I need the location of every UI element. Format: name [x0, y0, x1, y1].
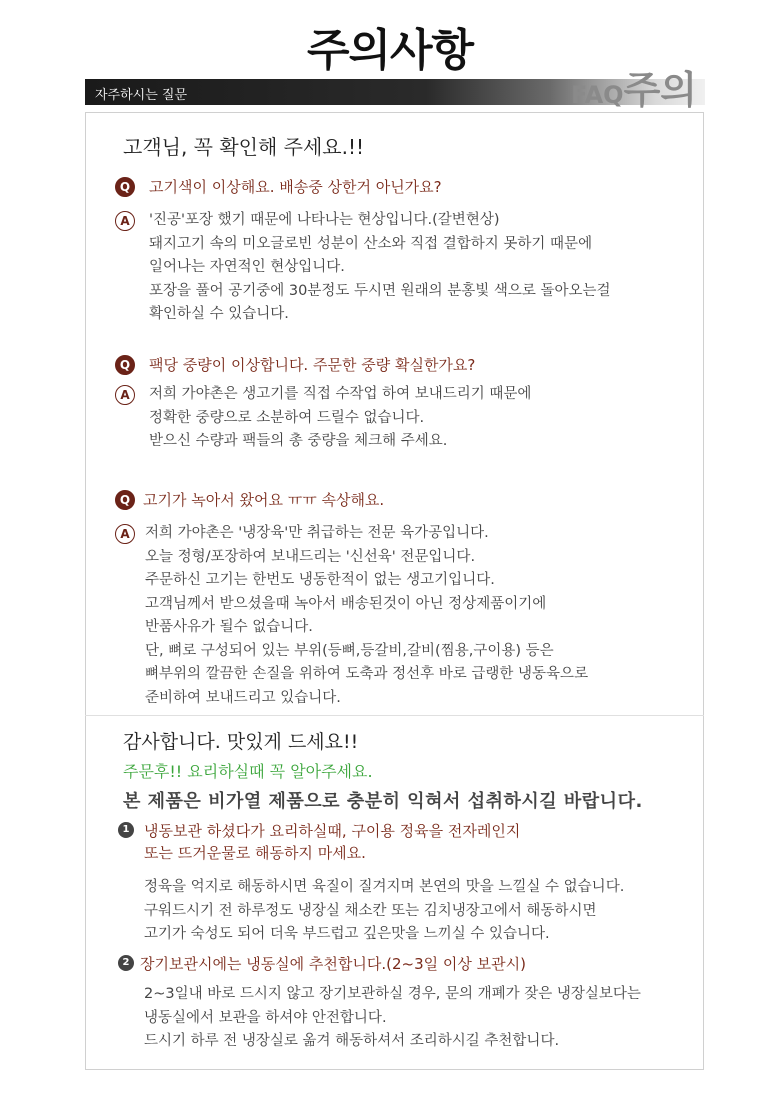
- answer-line: 오늘 정형/포장하여 보내드리는 '신선육' 전문입니다.: [145, 548, 476, 565]
- answer-line: 정확한 중량으로 소분하여 드릴수 없습니다.: [149, 409, 425, 426]
- question-badge-icon: Q: [115, 355, 135, 375]
- faq-logo-word: 주의: [623, 68, 697, 112]
- answer-line: 반품사유가 될수 없습니다.: [145, 619, 313, 635]
- question-row: [115, 490, 695, 510]
- answer-line: 고객님께서 받으셨을때 녹아서 배송된것이 아닌 정상제품이기에: [145, 595, 547, 612]
- qa-item: [115, 355, 695, 454]
- tip-body-line: 드시기 하루 전 냉장실로 옮겨 해동하셔서 조리하시길 추천합니다.: [144, 1033, 560, 1049]
- faq-header-bar: [85, 68, 705, 112]
- question-text: 고기색이 이상해요. 배송중 상한거 아닌가요?: [149, 178, 442, 196]
- answer-line: 확인하실 수 있습니다.: [149, 306, 289, 322]
- tip-body-line: 구워드시기 전 하루정도 냉장실 채소칸 또는 김치냉장고에서 해동하시면: [144, 902, 597, 919]
- number-2-icon: 2: [118, 955, 134, 971]
- faq-bar-label: 자주하시는 질문: [95, 88, 188, 103]
- answer-line: 주문하신 고기는 한번도 냉동한적이 없는 생고기입니다.: [145, 572, 495, 588]
- answer-text: [149, 383, 695, 454]
- answer-badge-icon: A: [115, 211, 135, 231]
- answer-text: [149, 209, 695, 327]
- question-badge-icon: Q: [115, 177, 135, 197]
- tip-item: [118, 953, 698, 1054]
- tip-title: [144, 820, 698, 864]
- qa-item: [115, 490, 695, 710]
- qa-item: [115, 177, 695, 327]
- tip-title-line: 또는 뜨거운물로 해동하지 마세요.: [144, 844, 366, 862]
- answer-line: 저희 가야촌은 '냉장육'만 취급하는 전문 육가공입니다.: [145, 525, 489, 541]
- answer-line: 뼈부위의 깔끔한 손질을 위하여 도축과 정선후 바로 급랭한 냉동육으로: [145, 666, 589, 682]
- tip-body-line: 냉동실에서 보관을 하셔야 안전합니다.: [144, 1009, 387, 1026]
- question-text: 고기가 녹아서 왔어요 ㅠㅠ 속상해요.: [143, 491, 385, 509]
- number-1-icon: 1: [118, 822, 134, 838]
- tip-title-line: 장기보관시에는 냉동실에 추천합니다.(2~3일 이상 보관시): [140, 955, 526, 973]
- answer-line: 포장을 풀어 공기중에 30분정도 두시면 원래의 분홍빛 색으로 돌아오는걸: [149, 282, 611, 299]
- cooking-notice: 본 제품은 비가열 제품으로 충분히 익혀서 섭취하시길 바랍니다.: [123, 791, 643, 812]
- answer-row: [115, 209, 695, 327]
- tip-body-line: 2~3일내 바로 드시지 않고 장기보관하실 경우, 문의 개폐가 잦은 냉장실보다는: [144, 986, 641, 1002]
- answer-badge-icon: A: [115, 524, 135, 544]
- answer-line: 일어나는 자연적인 현상입니다.: [149, 259, 345, 275]
- tip-title: [140, 953, 698, 975]
- answer-line: 저희 가야촌은 생고기를 직접 수작업 하여 보내드리기 때문에: [149, 386, 532, 402]
- question-text: 팩당 중량이 이상합니다. 주문한 중량 확실한가요?: [149, 356, 476, 374]
- question-badge-icon: Q: [115, 490, 135, 510]
- page-title: 주의사항: [306, 25, 473, 76]
- answer-line: '진공'포장 했기 때문에 나타나는 현상입니다.(갈변현상): [149, 212, 500, 228]
- faq-logo-text: FAQ: [570, 81, 624, 109]
- answer-line: 단, 뼈로 구성되어 있는 부위(등뼈,등갈비,갈비(찜용,구이용) 등은: [145, 642, 554, 659]
- greeting: 고객님, 꼭 확인해 주세요.!!: [123, 135, 365, 159]
- after-order-note: 주문후!! 요리하실때 꼭 알아주세요.: [123, 762, 373, 781]
- tip-body: [144, 876, 698, 947]
- answer-line: 돼지고기 속의 미오글로빈 성분이 산소와 직접 결합하지 못하기 때문에: [149, 235, 593, 252]
- tip-body-line: 고기가 숙성도 되어 더욱 부드럽고 깊은맛을 느끼실 수 있습니다.: [144, 926, 550, 942]
- answer-badge-icon: A: [115, 385, 135, 405]
- answer-line: 준비하여 보내드리고 있습니다.: [145, 689, 341, 706]
- answer-row: [115, 522, 695, 710]
- thanks-heading: 감사합니다. 맛있게 드세요!!: [123, 731, 359, 753]
- answer-text: [145, 522, 695, 710]
- tip-title-line: 냉동보관 하셨다가 요리하실때, 구이용 정육을 전자레인지: [144, 822, 521, 840]
- faq-logo: [571, 59, 697, 114]
- tip-body-line: 정육을 억지로 해동하시면 육질이 질겨지며 본연의 맛을 느낄실 수 없습니다.: [144, 879, 625, 895]
- tip-body: [144, 983, 698, 1054]
- section-divider: [85, 715, 704, 716]
- answer-row: [115, 383, 695, 454]
- question-row: [115, 355, 695, 375]
- answer-line: 받으신 수량과 팩들의 총 중량을 체크해 주세요.: [149, 433, 448, 449]
- tip-item: [118, 820, 698, 947]
- question-row: [115, 177, 695, 197]
